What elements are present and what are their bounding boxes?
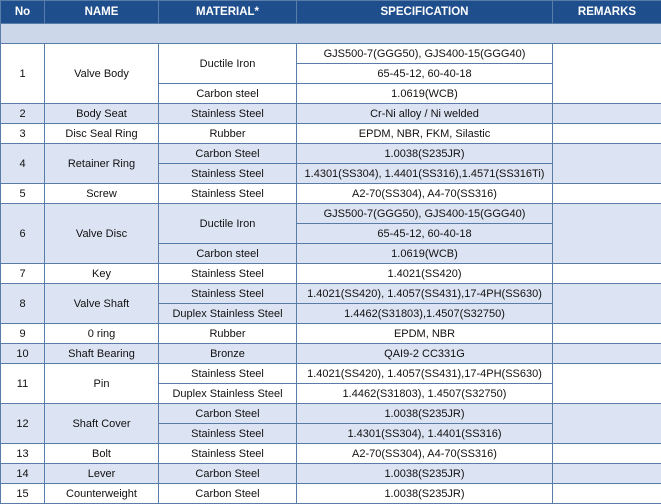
item-name: Pin <box>45 364 159 404</box>
item-name: Retainer Ring <box>45 144 159 184</box>
item-spec: 1.4462(S31803),1.4507(S32750) <box>297 304 553 324</box>
item-remarks <box>553 444 661 464</box>
item-no: 5 <box>1 184 45 204</box>
item-material: Carbon Steel <box>159 464 297 484</box>
item-spec: 65-45-12, 60-40-18 <box>297 64 553 84</box>
item-spec: 1.4301(SS304), 1.4401(SS316) <box>297 424 553 444</box>
table-row <box>1 264 661 284</box>
item-remarks <box>553 104 661 124</box>
item-spec: EPDM, NBR <box>297 324 553 344</box>
item-name: Disc Seal Ring <box>45 124 159 144</box>
item-material: Stainless Steel <box>159 444 297 464</box>
item-no: 11 <box>1 364 45 404</box>
item-name: Valve Body <box>45 44 159 104</box>
item-no: 13 <box>1 444 45 464</box>
item-material: Duplex Stainless Steel <box>159 384 297 404</box>
item-remarks <box>553 344 661 364</box>
item-no: 6 <box>1 204 45 264</box>
item-name: Lever <box>45 464 159 484</box>
spacer-row <box>1 24 661 44</box>
item-spec: A2-70(SS304), A4-70(SS316) <box>297 444 553 464</box>
item-material: Bronze <box>159 344 297 364</box>
item-material: Stainless Steel <box>159 104 297 124</box>
item-material: Stainless Steel <box>159 424 297 444</box>
header-name: NAME <box>45 1 159 24</box>
item-spec: 1.0038(S235JR) <box>297 144 553 164</box>
item-remarks <box>553 184 661 204</box>
item-no: 3 <box>1 124 45 144</box>
item-material: Carbon Steel <box>159 144 297 164</box>
item-spec: 1.4021(SS420), 1.4057(SS431),17-4PH(SS630) <box>297 284 553 304</box>
item-material: Stainless Steel <box>159 284 297 304</box>
item-name: Body Seat <box>45 104 159 124</box>
item-remarks <box>553 364 661 404</box>
header-remarks: REMARKS <box>553 1 661 24</box>
item-material: Stainless Steel <box>159 184 297 204</box>
item-spec: 65-45-12, 60-40-18 <box>297 224 553 244</box>
item-material: Rubber <box>159 124 297 144</box>
item-remarks <box>553 204 661 264</box>
item-spec: GJS500-7(GGG50), GJS400-15(GGG40) <box>297 204 553 224</box>
item-spec: 1.0038(S235JR) <box>297 464 553 484</box>
table-row <box>1 464 661 484</box>
item-material: Carbon steel <box>159 84 297 104</box>
item-spec: 1.4301(SS304), 1.4401(SS316),1.4571(SS316Ti) <box>297 164 553 184</box>
item-remarks <box>553 144 661 184</box>
item-name: Bolt <box>45 444 159 464</box>
table-row <box>1 284 661 304</box>
item-name: Shaft Cover <box>45 404 159 444</box>
item-remarks <box>553 124 661 144</box>
header-row <box>1 1 661 24</box>
item-no: 2 <box>1 104 45 124</box>
item-name: Counterweight <box>45 484 159 504</box>
item-material: Ductile Iron <box>159 204 297 244</box>
item-no: 10 <box>1 344 45 364</box>
item-spec: 1.4462(S31803), 1.4507(S32750) <box>297 384 553 404</box>
item-name: Screw <box>45 184 159 204</box>
item-material: Carbon steel <box>159 244 297 264</box>
item-remarks <box>553 284 661 324</box>
table-row <box>1 204 661 224</box>
item-remarks <box>553 264 661 284</box>
item-material: Rubber <box>159 324 297 344</box>
table-row <box>1 444 661 464</box>
header-no: No <box>1 1 45 24</box>
item-spec: 1.0038(S235JR) <box>297 404 553 424</box>
item-no: 9 <box>1 324 45 344</box>
item-no: 12 <box>1 404 45 444</box>
item-spec: Cr-Ni alloy / Ni welded <box>297 104 553 124</box>
item-material: Stainless Steel <box>159 164 297 184</box>
item-spec: 1.0619(WCB) <box>297 244 553 264</box>
item-spec: 1.0038(S235JR) <box>297 484 553 504</box>
item-no: 7 <box>1 264 45 284</box>
table-row <box>1 344 661 364</box>
item-no: 15 <box>1 484 45 504</box>
item-name: Valve Shaft <box>45 284 159 324</box>
item-spec: EPDM, NBR, FKM, Silastic <box>297 124 553 144</box>
item-spec: A2-70(SS304), A4-70(SS316) <box>297 184 553 204</box>
table-row <box>1 44 661 64</box>
table-row <box>1 104 661 124</box>
table-row <box>1 364 661 384</box>
table-row <box>1 184 661 204</box>
item-name: Valve Disc <box>45 204 159 264</box>
table-row <box>1 324 661 344</box>
item-no: 1 <box>1 44 45 104</box>
item-spec: GJS500-7(GGG50), GJS400-15(GGG40) <box>297 44 553 64</box>
header-specification: SPECIFICATION <box>297 1 553 24</box>
item-spec: 1.4021(SS420), 1.4057(SS431),17-4PH(SS630) <box>297 364 553 384</box>
item-no: 4 <box>1 144 45 184</box>
item-name: 0 ring <box>45 324 159 344</box>
item-remarks <box>553 464 661 484</box>
item-remarks <box>553 44 661 104</box>
item-no: 14 <box>1 464 45 484</box>
item-no: 8 <box>1 284 45 324</box>
item-spec: 1.4021(SS420) <box>297 264 553 284</box>
item-material: Ductile Iron <box>159 44 297 84</box>
item-remarks <box>553 324 661 344</box>
header-material: MATERIAL* <box>159 1 297 24</box>
item-material: Stainless Steel <box>159 264 297 284</box>
item-spec: 1.0619(WCB) <box>297 84 553 104</box>
table-row <box>1 124 661 144</box>
item-remarks <box>553 404 661 444</box>
table-row <box>1 144 661 164</box>
item-spec: QAI9-2 CC331G <box>297 344 553 364</box>
item-material: Duplex Stainless Steel <box>159 304 297 324</box>
table-row <box>1 404 661 424</box>
item-material: Stainless Steel <box>159 364 297 384</box>
item-name: Key <box>45 264 159 284</box>
item-material: Carbon Steel <box>159 484 297 504</box>
item-material: Carbon Steel <box>159 404 297 424</box>
item-name: Shaft Bearing <box>45 344 159 364</box>
